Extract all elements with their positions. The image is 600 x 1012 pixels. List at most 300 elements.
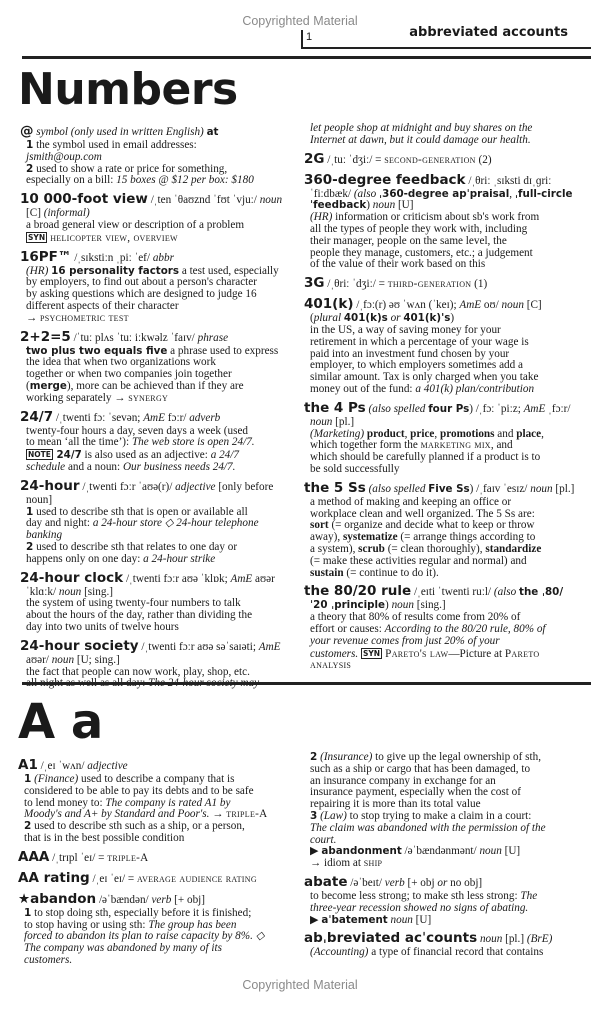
bold-term: Five Ss [428, 482, 470, 495]
headword: 2+2=5 [20, 328, 71, 345]
italic-text: noun [310, 415, 333, 428]
cross-reference: synergy [128, 391, 169, 404]
definition-text: ), more can be achieved than if they are [66, 379, 244, 392]
definition-text: happens only on one day: [26, 552, 144, 565]
dictionary-entry [20, 409, 305, 474]
bold-term: promotions [440, 427, 495, 440]
bold-term: 16 personality factors [51, 264, 180, 277]
entry-line [20, 329, 305, 346]
entry-line [304, 858, 589, 870]
entry-line [304, 275, 589, 292]
definition-text: /ˌtwenti fɔːr ˈaʊə(r)/ [79, 480, 176, 493]
definition-text: [U] [412, 913, 432, 926]
definition-text: /ˌtuː ˈdʒiː/ = [324, 153, 385, 166]
headword: 16PF™ [20, 248, 72, 265]
definition-text: /ˌθriː ˌsɪksti dɪˌɡriː [465, 174, 552, 187]
italic-text: (also [353, 187, 379, 200]
cross-reference: second-generation [384, 153, 476, 166]
italic-text: The claim was abandoned with the permission of the [310, 821, 546, 834]
definition-text: oʊ/ [481, 299, 502, 312]
definition-text: of the value of their work based on this [310, 258, 486, 271]
definition-text: /ˈtuː plʌs ˈtuː iːkwəlz ˈfaɪv/ [70, 331, 198, 344]
definition-text: the idea that when two organizations work [26, 356, 216, 369]
italic-text: AmE [459, 299, 482, 312]
definition-text: employer, to which employers sometimes add a [310, 359, 523, 372]
bold-term: sustain [310, 566, 344, 579]
entry-line [20, 220, 305, 232]
entry-line [304, 464, 589, 476]
entry-line [18, 891, 303, 908]
definition-text: to mean ‘all the time’): [26, 436, 132, 449]
definition-text: together or when two companies join together [26, 368, 232, 381]
italic-text: Moody's and A+ by Standard and Poor's. [24, 808, 210, 821]
headword: the 5 Ss [304, 479, 366, 496]
headword: 24/7 [20, 408, 54, 425]
headword: the 4 Ps [304, 399, 366, 416]
entry-line [20, 478, 305, 495]
dictionary-entry [20, 570, 305, 634]
definition-text: [pl.] [332, 415, 355, 428]
definition-text: workplace clean and well organized. The 5 Ss are: [310, 507, 535, 520]
page-number: 1 [306, 31, 313, 43]
definition-text: all the types of people they work with, including [310, 222, 528, 235]
entry-line [20, 570, 305, 587]
entry-line [18, 870, 303, 887]
entry-line [304, 660, 589, 672]
headword: 24-hour society [20, 637, 139, 654]
copyright-watermark-top: Copyrighted Material [242, 14, 358, 28]
dictionary-entry [304, 583, 589, 672]
italic-text: (HR) [310, 211, 333, 224]
a-right-column [304, 752, 589, 959]
definition-text: especially on a bill: [26, 174, 117, 187]
definition-text: [U] [501, 845, 521, 858]
definition-text: to lend money to: [24, 796, 106, 809]
entry-line [20, 313, 305, 325]
headword: 10 000-foot view [20, 191, 148, 208]
definition-text: [pl.] [502, 933, 527, 946]
italic-text: plural [313, 312, 344, 325]
entry-line [304, 135, 589, 147]
bold-term: ˌfull-circle [514, 187, 573, 200]
definition-text: such as a ship or cargo that has been damaged, to [310, 762, 531, 775]
italic-text: a 24/7 [210, 449, 239, 462]
italic-text: noun [479, 845, 502, 858]
bold-term: at [206, 126, 219, 138]
running-head: abbreviated accounts [409, 25, 568, 40]
cross-reference: triple-A [107, 851, 149, 864]
italic-text: noun [372, 199, 396, 212]
italic-text: phrase [197, 331, 229, 344]
italic-text: (Finance) [31, 773, 79, 785]
definition-text: [C] [26, 207, 44, 220]
entry-line [20, 437, 305, 449]
italic-text: banking [26, 529, 63, 542]
definition-text: money out of the fund: [310, 382, 416, 395]
definition-text: retirement in which a percentage of your wage is [310, 335, 529, 348]
definition-text: , [404, 427, 411, 440]
definition-text: /ˌtrɪpl ˈeɪ/ = [49, 851, 108, 864]
italic-text: or [437, 876, 448, 889]
headword: 3G [304, 275, 325, 292]
cross-reference: Pareto [504, 647, 540, 660]
bold-term: product [366, 427, 405, 440]
italic-text: verb [384, 876, 405, 889]
definition-text: aʊər/ [26, 653, 52, 666]
entry-line [304, 296, 589, 313]
italic-text: your revenue comes from just 20% of your [310, 634, 500, 647]
sense-number: 2 [26, 162, 34, 175]
a-left-column [18, 757, 303, 967]
definition-text: [C] [523, 299, 542, 312]
definition-text: ˌfɔːr/ [545, 402, 571, 415]
italic-text: adjective [87, 760, 128, 772]
entry-line [304, 172, 589, 189]
italic-text: schedule [26, 460, 66, 473]
italic-text: The [520, 889, 538, 902]
entry-line [20, 393, 305, 405]
definition-text: /ˌten ˈθaʊznd ˈfʊt ˈvjuː/ [147, 194, 260, 207]
label-badge: SYN [28, 232, 46, 242]
cross-reference: third-generation [387, 278, 472, 291]
section-rule [22, 56, 591, 59]
definition-text: a broad general view or description of a problem [26, 218, 245, 231]
definition-text: ) [450, 312, 455, 325]
italic-text: (HR) [26, 264, 52, 277]
sense-number: 3 [310, 809, 318, 822]
entry-line [18, 833, 303, 845]
definition-text: ) [385, 599, 392, 612]
italic-text: forced to abandon its plan to raise capacity by 8%. ◇ [24, 930, 265, 943]
italic-text: The group has been [148, 918, 237, 931]
entry-line [304, 823, 589, 835]
definition-text: a phrase used to express [167, 344, 279, 357]
definition-text: a test used, especially [179, 264, 279, 277]
definition-text: ˈfiːdbæk/ [310, 187, 354, 200]
definition-text: → idiom at [310, 857, 364, 870]
italic-text: noun [530, 482, 553, 495]
headword: 2G [304, 150, 325, 167]
definition-text: no obj] [447, 876, 483, 889]
entry-line [20, 622, 305, 634]
entry-line [304, 947, 589, 959]
italic-text: noun [390, 913, 413, 926]
definition-text: is also used as an adjective: [81, 449, 211, 462]
bold-term: two plus two equals five [26, 344, 168, 357]
dictionary-entry [20, 478, 305, 566]
definition-text: /ˌeɪ ˈwʌn/ [37, 760, 88, 772]
definition-text: day into two units of twelve hours [26, 620, 179, 633]
cross-reference: ship [363, 857, 383, 870]
entry-line [20, 409, 305, 426]
definition-text: used to describe a company that is [78, 773, 235, 785]
italic-text: AmE [258, 640, 281, 653]
bold-term: ˈ20 ˌprinciple [310, 599, 386, 612]
definition-text: /ˌfɔː(r) əʊ ˈwʌn (ˈkeɪ); [353, 299, 460, 312]
definition-text: to stop trying to make a claim in a court: [346, 809, 532, 822]
definition-text: /əˈbeɪt/ [347, 876, 385, 889]
definition-text: an insurance company in exchange for an [310, 774, 496, 787]
dictionary-entry [304, 296, 589, 396]
section-title-a: A a [18, 694, 103, 750]
definition-text: ▶ [310, 845, 322, 858]
headword: ★abandon [18, 890, 97, 907]
cross-reference: Pareto's law [382, 647, 449, 660]
definition-text: the system of using twenty-four numbers to talk [26, 597, 241, 610]
italic-text: court. [310, 833, 337, 846]
definition-text: a method of making and keeping an office or [310, 495, 512, 508]
definition-text: to stop having or using sth: [24, 918, 149, 931]
definition-text: to become less strong; to make sth less strong: [310, 889, 521, 902]
definition-text: , [541, 427, 544, 440]
definition-text: working separately → [26, 391, 129, 404]
cross-reference: psychometric test [39, 311, 129, 324]
entry-line [304, 636, 589, 648]
italic-text: (BrE) [526, 933, 553, 946]
dictionary-entry [18, 849, 303, 866]
italic-text: three-year recession showed no signs of abating. [310, 901, 529, 914]
header-underline [301, 47, 591, 49]
definition-text: , [434, 427, 440, 440]
definition-text: twenty-four hours a day, seven days a week (used [26, 424, 249, 437]
dictionary-entry [304, 930, 589, 959]
entry-line [304, 583, 589, 600]
definition-text: ) [366, 199, 373, 212]
entry-line [304, 400, 589, 417]
definition-text: paid into an investment fund chosen by your [310, 347, 510, 360]
italic-text: abbr [152, 251, 174, 264]
entry-line [304, 151, 589, 168]
entry-line [304, 915, 589, 927]
bold-term: ˈfeedback [310, 199, 367, 212]
bold-term: the ˌ80/ [519, 586, 564, 599]
definition-text: /ˌtwenti fɔːr aʊə səˈsaɪəti; [138, 640, 259, 653]
italic-text: noun [259, 194, 283, 207]
definition-text: the symbol used in email addresses: [33, 139, 197, 151]
headword: abˌbreviated acˈcounts [304, 930, 478, 947]
entry-line [20, 123, 305, 140]
definition-text: (1) [471, 278, 488, 291]
definition-text: in the US, a way of saving money for your [310, 323, 501, 336]
italic-text: noun [479, 933, 503, 946]
italic-text: Our business needs 24/7. [122, 460, 236, 473]
definition-text: repairing it is more than its total value [310, 798, 481, 811]
italic-text: a 401(k) plan/contribution [415, 382, 535, 395]
entry-line [304, 384, 589, 396]
header-guide-line [301, 30, 303, 48]
entry-line [20, 554, 305, 566]
dictionary-entry [304, 400, 589, 476]
italic-text: noun [501, 299, 524, 312]
dictionary-entry [20, 329, 305, 405]
bold-term: standardize [485, 542, 542, 555]
definition-text: effort or causes: [310, 622, 385, 635]
headword: @ [20, 123, 34, 139]
definition-text: (= clean thoroughly), [384, 542, 486, 555]
italic-text: (Marketing) [310, 427, 367, 440]
definition-text: used to describe sth that is open or available all [33, 505, 248, 518]
definition-text: the fact that people can now work, play, shop, etc. [26, 665, 250, 678]
definition-text: [only before [215, 480, 274, 493]
sense-number: 1 [26, 505, 34, 518]
entry-continuation [304, 123, 589, 147]
definition-text: , and [490, 439, 513, 452]
italic-text: noun [391, 599, 414, 612]
cross-reference: helicopter view, overview [47, 231, 178, 244]
definition-text: insurance payment, especially when the cost of [310, 786, 521, 799]
definition-text: to give up the legal ownership of sth, [372, 751, 542, 763]
cross-reference: marketing mix [420, 439, 491, 452]
definition-text: /əˈbændən/ [96, 893, 152, 906]
headword: AAA [18, 848, 50, 865]
headword: A1 [18, 757, 38, 773]
italic-text: 15 boxes @ $12 per box: $180 [116, 174, 254, 187]
italic-text: (Law) [317, 809, 347, 822]
definition-text: /ˌtwenti fɔːr aʊə ˈklɒk; [123, 572, 231, 585]
entry-continuation [304, 752, 589, 870]
definition-text: , [509, 187, 515, 200]
bold-term: 401(k)'s [403, 312, 451, 325]
definition-text: ) /ˌfaɪv ˈesɪz/ [469, 482, 531, 495]
sense-number: 1 [26, 139, 34, 151]
definition-text: ▶ [310, 913, 322, 926]
definition-text: a type of financial record that contains [368, 946, 544, 959]
headword: the 80/20 rule [304, 583, 412, 600]
definition-text: ˈklɑːk/ [26, 585, 59, 598]
italic-text: noun [58, 585, 82, 598]
italic-text: or [387, 312, 404, 325]
dictionary-entry [304, 172, 589, 272]
label-badge: NOTE [28, 450, 51, 460]
definition-text: used to show a rate or price for something, [33, 162, 228, 175]
headword: abate [304, 873, 348, 890]
headword: AA rating [18, 869, 90, 886]
entry-line [20, 232, 305, 245]
definition-text: ) /ˌfɔː ˈpiːz; [469, 402, 524, 415]
definition-text: (= organize and decide what to keep or throw [328, 519, 535, 532]
definition-text: [U; sing.] [74, 653, 120, 666]
italic-text: (Accounting) [310, 946, 369, 959]
definition-text: similar amount. Tax is only charged when you take [310, 371, 539, 384]
italic-text: (also spelled [368, 402, 429, 415]
sense-number: 1 [24, 906, 32, 919]
bold-term: systematize [342, 531, 398, 544]
bold-term: sort [310, 519, 329, 532]
definition-text: their manager, people on the same level, the [310, 234, 507, 247]
italic-text: a 24-hour store ◇ 24-hour telephone [92, 517, 259, 530]
section-title-numbers: Numbers [18, 64, 238, 115]
italic-text: noun [51, 653, 75, 666]
sense-number: 2 [310, 751, 318, 763]
entry-line [18, 849, 303, 866]
dictionary-entry [20, 249, 305, 325]
sense-number: 2 [26, 540, 34, 553]
definition-text: (= continue to do it). [343, 566, 439, 579]
bold-term: scrub [358, 542, 385, 555]
sense-number: 2 [24, 820, 32, 833]
label-badge: SYN [362, 648, 381, 658]
section-rule [22, 682, 591, 685]
numbers-left-column [20, 123, 305, 690]
definition-text: (= arrange things according to [397, 531, 536, 544]
definition-text: by employers, to find out about a person's character [26, 276, 257, 289]
definition-text: aʊər [252, 572, 275, 585]
definition-text: [U] [395, 199, 414, 212]
bold-term: place [516, 427, 542, 440]
definition-text: considered to be able to pay its debts and to be safe [24, 784, 254, 797]
definition-text: ( [310, 312, 314, 325]
italic-text: (informal) [43, 207, 90, 220]
definition-text: and a noun: [65, 460, 123, 473]
italic-text: The company was abandoned by many of its [24, 942, 222, 955]
entry-line [304, 480, 589, 497]
headword: 24-hour [20, 477, 80, 494]
definition-text: [+ obj] [171, 893, 206, 906]
definition-text: by asking questions which are designed to judge 16 [26, 288, 257, 301]
numbers-right-column [304, 123, 589, 672]
dictionary-entry [18, 870, 303, 887]
italic-text: The web store is open 24/7. [131, 436, 255, 449]
italic-text: customers. [24, 953, 73, 966]
definition-text: [sing.] [81, 585, 113, 598]
definition-text: → [26, 311, 40, 324]
italic-text: AmE [523, 402, 546, 415]
definition-text: day and night: [26, 517, 93, 530]
definition-text: that is in the best possible condition [24, 831, 185, 844]
entry-line [20, 638, 305, 655]
italic-text: verb [151, 893, 172, 906]
definition-text: be sold successfully [310, 462, 400, 475]
definition-text: [+ obj [404, 876, 438, 889]
entry-line [20, 249, 305, 266]
italic-text: (also spelled [368, 482, 429, 495]
sense-number: 1 [24, 773, 32, 785]
headword: 401(k) [304, 296, 354, 313]
definition-text: a theory that 80% of results come from 20% of [310, 611, 521, 624]
definition-text: /ˌtwenti fɔː ˈsevən; [53, 411, 144, 424]
entry-line [304, 259, 589, 271]
definition-text: people they manage, customers, etc.; a judgement [310, 246, 533, 259]
definition-text: to stop doing sth, especially before it is finished; [31, 906, 252, 919]
italic-text: customers. [310, 647, 361, 660]
definition-text: [sing.] [413, 599, 446, 612]
cross-reference: average audience rating [137, 872, 257, 885]
bold-term: ˌ360-degree apˈpraisal [379, 187, 510, 200]
italic-text: AmE [230, 572, 253, 585]
definition-text: which should be carefully planned if a product is to [310, 451, 541, 464]
headword: 360-degree feedback [304, 171, 466, 188]
definition-text: away), [310, 531, 343, 544]
italic-text: adverb [189, 411, 221, 424]
headword: 24-hour clock [20, 569, 124, 586]
dictionary-entry [20, 123, 305, 187]
italic-text: jsmith@oup.com [26, 150, 102, 163]
bold-term: abandonment [321, 845, 402, 858]
entry-line [18, 955, 303, 967]
italic-text: a 24-hour strike [143, 552, 216, 565]
definition-text: /ˌθriː ˈdʒiː/ = [324, 278, 388, 291]
italic-text: Internet at dawn, but it could damage our health. [310, 133, 531, 146]
entry-line [18, 757, 303, 774]
definition-text: used to describe sth that relates to one day or [33, 540, 238, 553]
bold-term: 24/7 [52, 449, 82, 462]
definition-text: → [209, 808, 227, 821]
bold-term: merge [29, 379, 67, 392]
entry-line [304, 874, 589, 891]
entry-line [20, 191, 305, 208]
italic-text: let people shop at midnight and buy shares on the [310, 122, 533, 134]
bold-term: 401(k)s [343, 312, 388, 325]
